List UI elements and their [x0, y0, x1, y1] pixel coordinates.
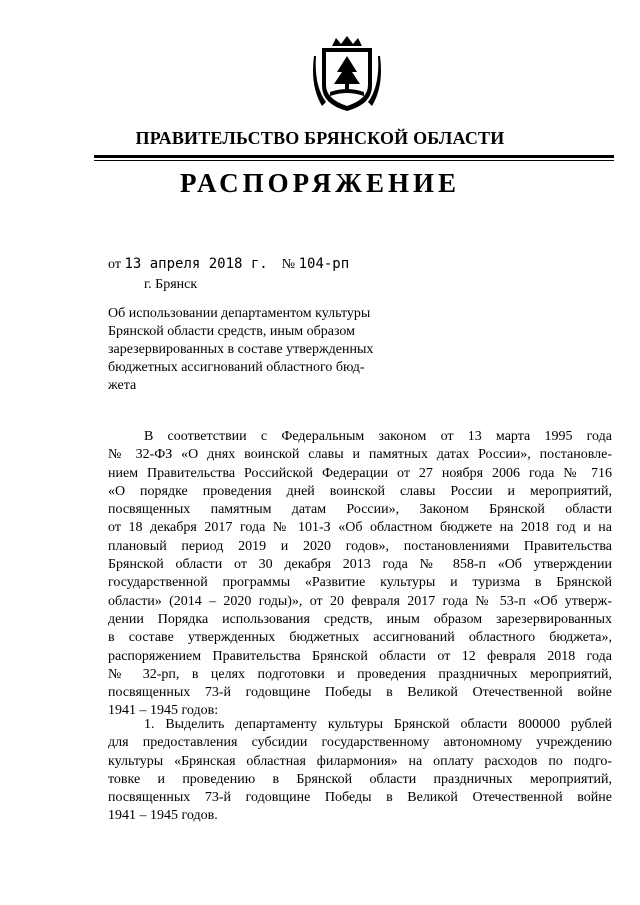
- subject-line: Об использовании департаментом культуры: [108, 306, 371, 321]
- text-line: посвященных памятным датам России», Законом Брянской области: [108, 502, 612, 518]
- document-date: 13 апреля 2018 г.: [124, 256, 268, 272]
- bryansk-coat-of-arms-icon: [312, 36, 382, 112]
- text-line: культуры «Брянская областная филармония» на оплату расходов по подго-: [108, 753, 612, 769]
- text-line: В соответствии с Федеральным законом от 13 марта 1995 года: [144, 429, 612, 444]
- text-line: области» (2014 – 2020 годы)», от 20 февраля 2017 года № 53-п «Об утверж-: [108, 593, 612, 609]
- document-number: 104-рп: [298, 256, 350, 272]
- subject-line: бюджетных ассигнований областного бюд-: [108, 360, 365, 375]
- text-line: дении Порядка использования средств, иным образом зарезервированных: [108, 611, 612, 627]
- number-prefix: №: [281, 257, 296, 272]
- text-line: посвященных 73-й годовщине Победы в Великой Отечественной войне: [108, 790, 612, 806]
- text-line: нием Правительства Российской Федерации от 27 ноября 2006 года № 716: [108, 465, 612, 481]
- header-divider-thick: [94, 155, 614, 158]
- document-city: г. Брянск: [144, 277, 198, 292]
- document-type-title: РАСПОРЯЖЕНИЕ: [179, 168, 461, 198]
- document-subject: [108, 305, 408, 395]
- text-line: 1. Выделить департаменту культуры Брянской области 800000 рублей: [144, 717, 612, 732]
- header-divider-thin: [94, 160, 614, 161]
- text-line: товке и проведению в Брянской области праздничных мероприятий,: [108, 771, 612, 787]
- date-number-line: [108, 256, 349, 273]
- subject-line: жета: [108, 378, 137, 393]
- preamble-paragraph: [108, 428, 612, 721]
- text-line: «О порядке проведения дней воинской славы России и мероприятий,: [108, 483, 612, 499]
- text-line: распоряжением Правительства Брянской области от 12 февраля 2018 года: [108, 648, 612, 664]
- date-prefix: от: [108, 257, 121, 272]
- text-line: плановый период 2019 и 2020 годов», постановлениями Правительства: [108, 538, 612, 554]
- text-line: посвященных 73-й годовщине Победы в Великой Отечественной войне: [108, 685, 612, 701]
- government-title: ПРАВИТЕЛЬСТВО БРЯНСКОЙ ОБЛАСТИ: [135, 128, 505, 148]
- text-line: 1941 – 1945 годов.: [108, 808, 218, 824]
- subject-line: зарезервированных в составе утвержденных: [108, 342, 374, 357]
- text-line: № 32-ФЗ «О днях воинской славы и памятных датах России», постановле-: [108, 447, 612, 463]
- text-line: для предоставления субсидии государственному автономному учреждению: [108, 735, 612, 751]
- text-line: государственной программы «Развитие культуры и туризма в Брянской: [108, 575, 612, 591]
- text-line: от 18 декабря 2017 года № 101-З «Об областном бюджете на 2018 год и на: [108, 520, 612, 536]
- text-line: в составе утвержденных бюджетных ассигнований областного бюджета»,: [108, 630, 612, 646]
- text-line: № 32-рп, в целях подготовки и проведения праздничных мероприятий,: [108, 666, 612, 682]
- text-line: Брянской области от 30 декабря 2013 года № 858-п «Об утверждении: [108, 557, 612, 573]
- text-line: 1941 – 1945 годов:: [108, 703, 219, 719]
- clause-1-paragraph: [108, 716, 612, 826]
- subject-line: Брянской области средств, иным образом: [108, 324, 356, 339]
